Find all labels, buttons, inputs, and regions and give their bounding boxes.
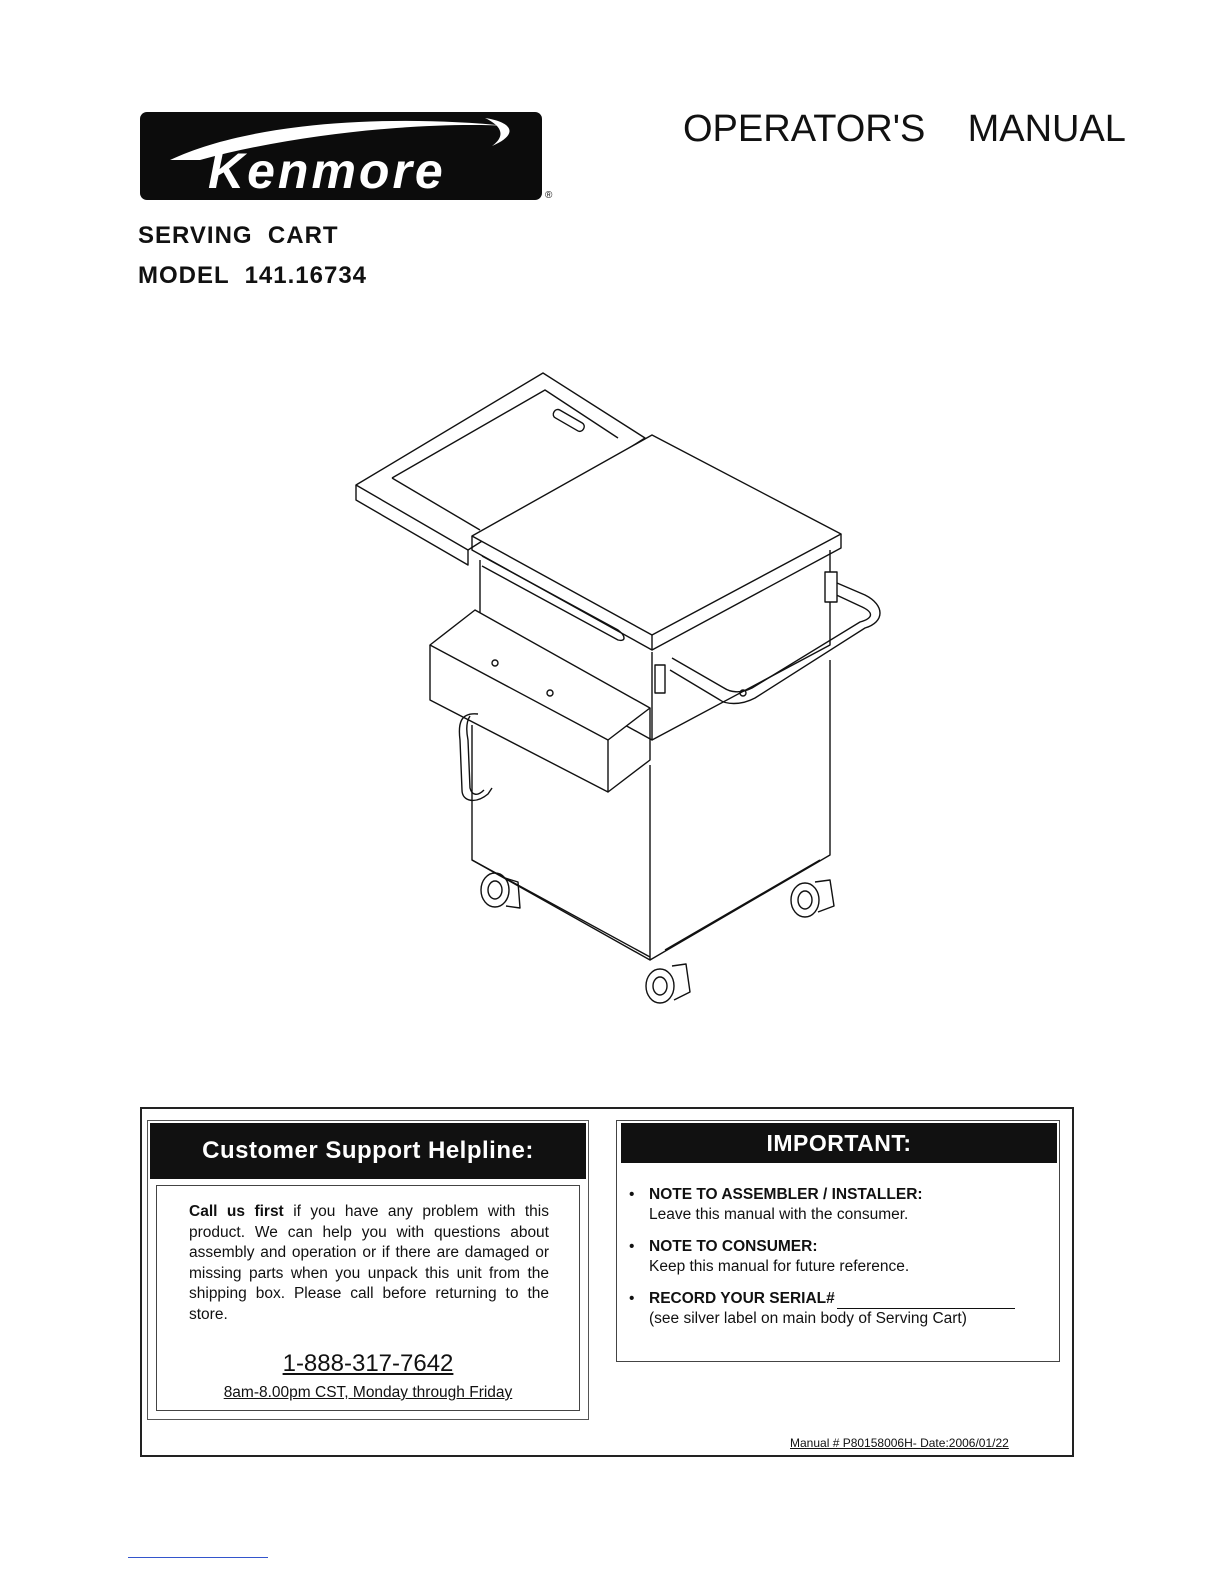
product-name: SERVING CART: [138, 222, 339, 249]
important-item-label: NOTE TO CONSUMER:: [649, 1238, 818, 1255]
important-item-text: Leave this manual with the consumer.: [649, 1206, 909, 1223]
important-item-consumer: [629, 1237, 1049, 1277]
manual-reference-text: Manual # P80158006H- Date:2006/01/22: [790, 1436, 1009, 1450]
important-header: IMPORTANT:: [621, 1123, 1057, 1163]
bullet-icon: •: [629, 1186, 635, 1203]
important-item-label: NOTE TO ASSEMBLER / INSTALLER:: [649, 1186, 923, 1203]
model-number: MODEL 141.16734: [138, 262, 368, 289]
important-box: [616, 1120, 1060, 1362]
serial-number-blank: [837, 1294, 1015, 1309]
support-hours: [157, 1384, 579, 1402]
important-item-label: RECORD YOUR SERIAL#: [649, 1290, 835, 1307]
support-body: [156, 1185, 580, 1411]
support-header: Customer Support Helpline:: [150, 1123, 586, 1179]
support-phone-number: 1-888-317-7642: [282, 1350, 454, 1377]
bullet-icon: •: [629, 1290, 635, 1307]
customer-support-box: [147, 1120, 589, 1420]
bullet-icon: •: [629, 1238, 635, 1255]
support-lead: Call us first: [189, 1203, 284, 1220]
important-list: [629, 1185, 1049, 1341]
footer-rule: [128, 1557, 268, 1558]
support-text: [189, 1202, 549, 1325]
important-item-text: (see silver label on main body of Serving Cart): [649, 1310, 967, 1327]
registered-mark: ®: [545, 190, 553, 201]
important-item-assembler: [629, 1185, 1049, 1225]
serial-label-row: [649, 1289, 1049, 1309]
svg-text:Kenmore: Kenmore: [208, 143, 446, 199]
important-item-serial: [629, 1289, 1049, 1329]
kenmore-logo: [140, 112, 542, 200]
serving-cart-illustration: [300, 360, 920, 1020]
support-hours-text: 8am-8.00pm CST, Monday through Friday: [223, 1384, 513, 1401]
document-title: OPERATOR'S MANUAL: [683, 108, 1126, 150]
support-body-text: if you have any problem with this product. We can help you with questions about assembly and operation or if there are damaged or missing parts when you unpack this unit from the shipping box. Please call before returning to the store.: [189, 1203, 549, 1323]
important-item-text: Keep this manual for future reference.: [649, 1258, 910, 1275]
support-phone: [157, 1350, 579, 1378]
manual-reference: [790, 1436, 1009, 1450]
